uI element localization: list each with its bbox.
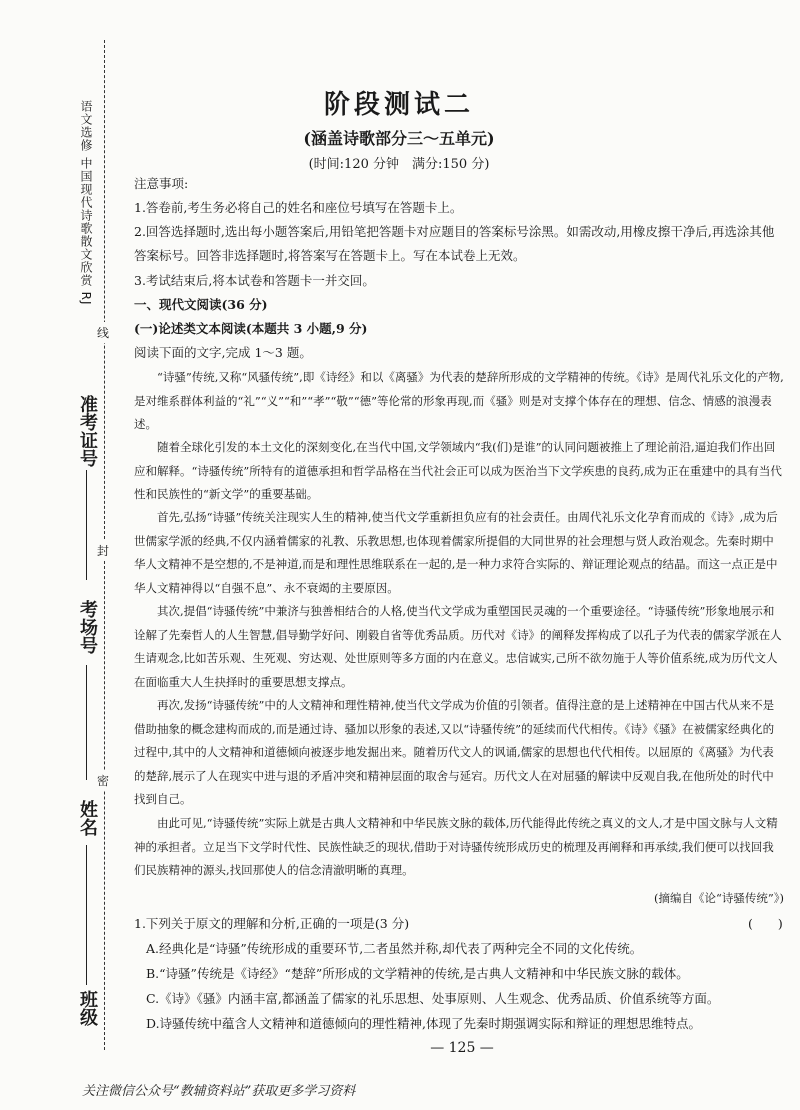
exam-room-line[interactable]: [86, 665, 87, 780]
exam-id-line[interactable]: [86, 470, 87, 580]
reading-instruction: 阅读下面的文字,完成 1～3 题。: [134, 345, 312, 360]
passage-paragraph: “诗骚”传统,又称“风骚传统”,即《诗经》和以《离骚》为代表的楚辞所形成的文学精神的传统。《诗》是周代礼乐文化的产物,是对维系群体利益的“礼”“义”“和”“孝”“敬”“德”等伦常的形象再现,而《骚》则是对支撑个体存在的理想、信念、情感的浪漫表述。: [134, 370, 784, 431]
subsection-heading: (一)论述类文本阅读(本题共 3 小题,9 分): [134, 321, 368, 336]
option-b[interactable]: B.“诗骚”传统是《诗经》“楚辞”所形成的文学精神的传统,是古典人文精神和中华民族文脉的载体。: [146, 966, 689, 981]
footer-note: 关注微信公众号“教辅资料站”获取更多学习资料: [82, 1084, 356, 1099]
question-stem: 1.下列关于原文的理解和分析,正确的一项是(3 分): [134, 916, 410, 931]
seal-char-secret: 密: [97, 770, 109, 791]
note-item: 2.回答选择题时,选出每小题答案后,用铅笔把答题卡对应题目的答案标号涂黑。如需改动,用橡皮擦干净后,再选涂其他答案标号。回答非选择题时,将答案写在答题卡上。写在本试卷上无效。: [134, 224, 775, 263]
class-label: 班级: [77, 990, 98, 1026]
option-a[interactable]: A.经典化是“诗骚”传统形成的重要环节,二者虽然并称,却代表了两种完全不同的文化传统。: [146, 941, 643, 956]
passage-paragraph: 随着全球化引发的本土文化的深刻变化,在当代中国,文学领域内“我(们)是谁”的认同问题被推上了理论前沿,逼迫我们作出回应和解释。“诗骚传统”所特有的道德承担和哲学品格在当代社会正可以成为医治当下文学疾患的良药,成为正在重建中的具有当代性和民族性的“新文学”的重要基础。: [134, 440, 782, 501]
passage-paragraph: 其次,提倡“诗骚传统”中兼济与独善相结合的人格,使当代文学成为重塑国民灵魂的一个重要途径。“诗骚传统”形象地展示和诠解了先秦哲人的人生智慧,倡导勤学好问、刚毅自省等优秀品质。历代对《诗》的阐释发挥构成了以孔子为代表的儒家学派在人生请观念,比如苦乐观、生死观、穷达观、处世原则等多方面的内在意义。忠信诚实,己所不欲勿施于人等价值系统,成为历代文人在面临重大人生抉择时的重要思想支撑点。: [134, 604, 782, 689]
passage-source: (摘编自《论“诗骚传统”》): [654, 891, 784, 905]
answer-blank[interactable]: ( ): [748, 916, 783, 931]
note-item: 3.考试结束后,将本试卷和答题卡一并交回。: [134, 273, 375, 288]
name-line[interactable]: [86, 845, 87, 985]
page-number: — 125 —: [430, 1040, 494, 1056]
page-title: 阶段测试二: [323, 90, 474, 120]
passage-paragraph: 再次,发扬“诗骚传统”中的人文精神和理性精神,使当代文学成为价值的引领者。值得注意的是上述精神在中国古代从来不是借助抽象的概念建构而成的,而是通过诗、骚加以形象的表述,又以“诗骚传统”的延续而代代相传。《诗》《骚》在被儒家经典化的过程中,其中的人文精神和道德倾向被逐步地发掘出来。随着历代文人的讽诵,儒家的思想也代代相传。以屈原的《离骚》为代表的楚辞,展示了人在现实中进与退的矛盾冲突和精神层面的取舍与延宕。历代文人在对屈骚的解读中反观自我,在他所处的时代中找到自己。: [134, 698, 775, 806]
book-label: 语文选修 中国现代诗歌散文欣赏 RJ: [79, 100, 93, 306]
option-c[interactable]: C.《诗》《骚》内涵丰富,都涵盖了儒家的礼乐思想、处事原则、人生观念、优秀品质、价值系统等方面。: [146, 991, 720, 1006]
option-d[interactable]: D.诗骚传统中蕴含人文精神和道德倾向的理性精神,体现了先秦时期强调实际和辩证的理想思维特点。: [146, 1016, 702, 1031]
name-label: 姓名: [77, 800, 98, 836]
exam-id-label: 准考证号: [77, 395, 98, 467]
note-item: 1.答卷前,考生务必将自己的姓名和座位号填写在答题卡上。: [134, 200, 463, 215]
seal-char-seal: 封: [97, 540, 109, 561]
passage-paragraph: 首先,弘扬“诗骚”传统关注现实人生的精神,使当代文学重新担负应有的社会责任。由周代礼乐文化孕育而成的《诗》,成为后世儒家学派的经典,不仅内涵着儒家的礼教、乐教思想,也体现着儒家所提倡的大同世界的社会理想与贤人政治观念。先秦时期中华人文精神不是空想的,不是神道,而是和理性思维联系在一起的,是一种力求符合实际的、辩证理论观点的结晶。而这一点正是中华人文精神得以“自强不息”、永不衰竭的主要原因。: [134, 510, 778, 595]
exam-room-label: 考场号: [77, 600, 98, 654]
passage-paragraph: 由此可见,“诗骚传统”实际上就是古典人文精神和中华民族文脉的载体,历代能得此传统之真义的文人,才是中国文脉与人文精神的承担者。立足当下文学时代性、民族性缺乏的现状,借助于对诗骚传统形成历史的梳理及再阐释和再承续,我们便可以找回我们民族精神的源头,找回那使人的信念清澈明晰的真理。: [134, 816, 778, 877]
page-subtitle: (涵盖诗歌部分三～五单元): [303, 129, 495, 148]
seal-char-line: 线: [97, 322, 109, 343]
time-info: (时间:120 分钟 满分:150 分): [308, 157, 490, 172]
notes-heading: 注意事项:: [134, 176, 189, 191]
section-heading: 一、现代文阅读(36 分): [134, 297, 268, 312]
binding-sidebar: [0, 0, 130, 1110]
